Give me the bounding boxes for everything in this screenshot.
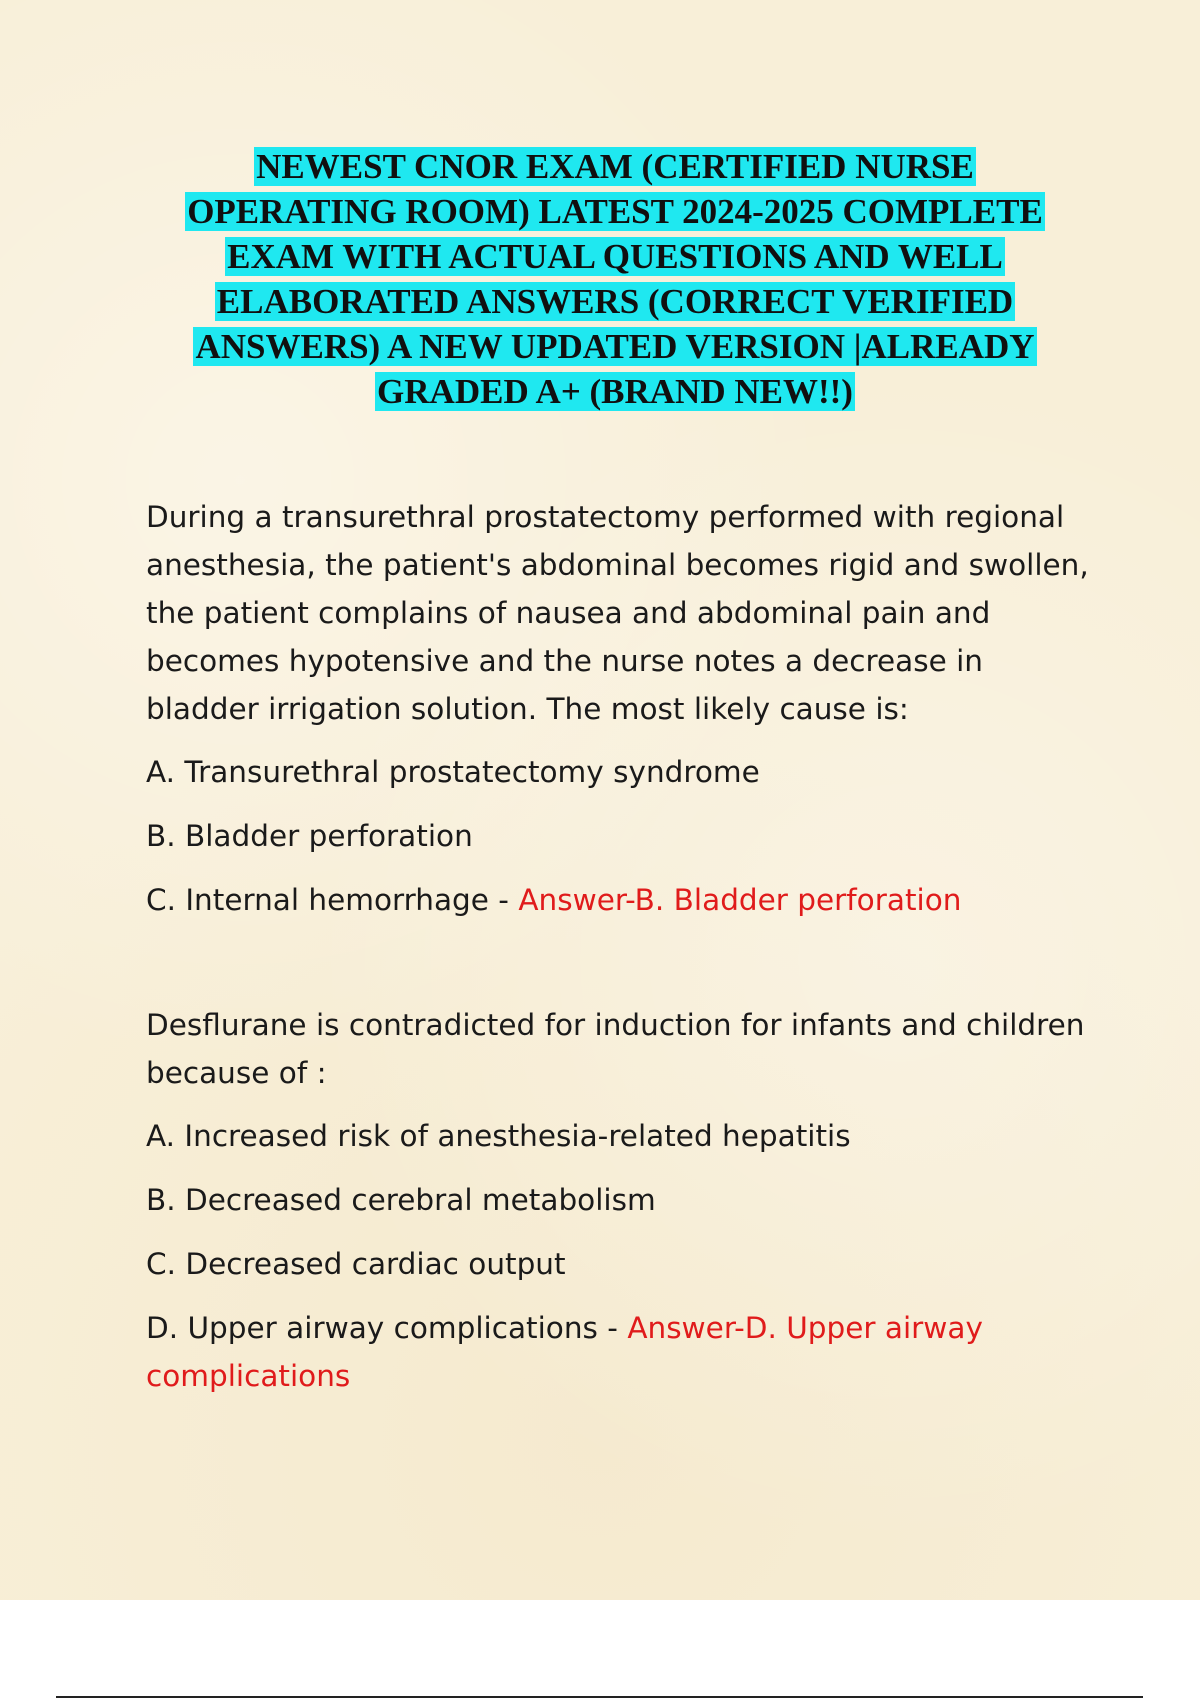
question-block-2	[146, 1001, 1096, 1400]
option-a: A. Increased risk of anesthesia-related hepatitis	[146, 1119, 851, 1153]
option-b: B. Bladder perforation	[146, 819, 473, 853]
footer-divider	[56, 1696, 1143, 1698]
option-d	[146, 1304, 1096, 1400]
question-text: Desflurane is contradicted for induction for infants and children because of :	[146, 1008, 1085, 1090]
document-title-text: NEWEST CNOR EXAM (CERTIFIED NURSE OPERATING ROOM) LATEST 2024-2025 COMPLETE EXAM WITH ACTUAL QUESTIONS AND WELL ELABORATED ANSWERS (CORRECT VERIFIED ANSWERS) A NEW UPDATED VERSION |ALREADY GRADED A+ (BRAND NEW!!)	[187, 147, 1043, 411]
option-c: C. Decreased cardiac output	[146, 1247, 566, 1281]
answer-text: Answer-B. Bladder perforation	[518, 883, 962, 917]
option-d-text: D. Upper airway complications -	[146, 1311, 628, 1345]
document-content	[146, 493, 1096, 1416]
option-c-text: C. Internal hemorrhage -	[146, 883, 519, 917]
option-c	[146, 876, 1096, 924]
question-block-1	[146, 493, 1096, 924]
document-title	[150, 144, 1080, 414]
option-b: B. Decreased cerebral metabolism	[146, 1183, 656, 1217]
option-a: A. Transurethral prostatectomy syndrome	[146, 755, 760, 789]
answer-text: Answer-D. Upper airway complications	[146, 1311, 983, 1393]
question-text: During a transurethral prostatectomy performed with regional anesthesia, the patient's abdominal becomes rigid and swollen, the patient complains of nausea and abdominal pain and becomes hypotensive and the nurse notes a decrease in bladder irrigation solution. The most likely cause is:	[146, 500, 1089, 726]
